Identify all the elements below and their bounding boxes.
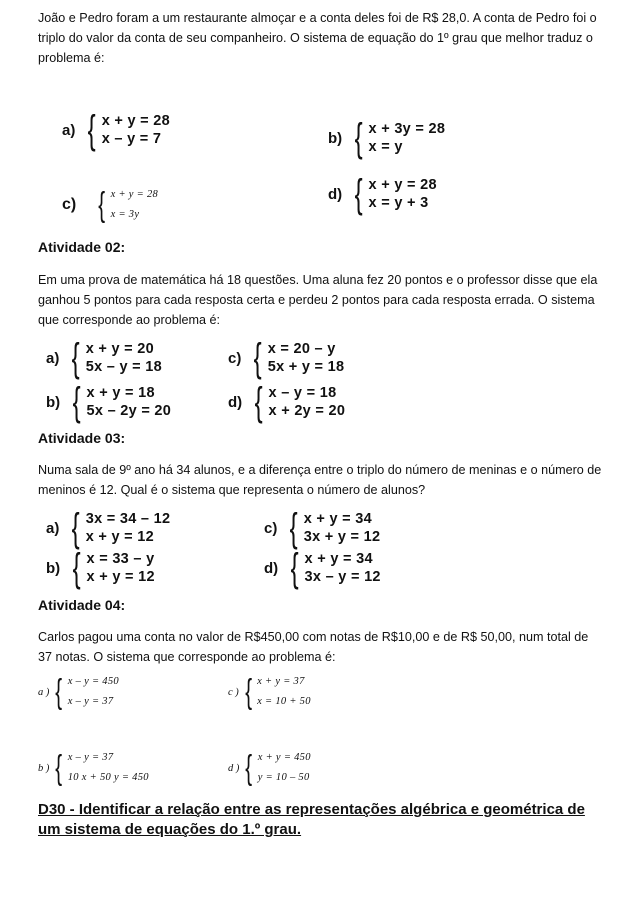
q1-option-c: c) { x + y = 28 x = 3y bbox=[62, 186, 159, 224]
equation: x + y = 18 bbox=[86, 385, 155, 401]
q2-option-d: d) { x – y = 18 x + 2y = 20 bbox=[228, 380, 346, 424]
equation: 5x – 2y = 20 bbox=[86, 403, 172, 419]
option-label: d) bbox=[264, 559, 279, 577]
option-label: c) bbox=[228, 349, 242, 367]
q2-option-c: c) { x = 20 – y 5x + y = 18 bbox=[228, 336, 345, 380]
q1-option-b: b) { x + 3y = 28 x = y bbox=[328, 116, 446, 160]
q3-option-a: a) { 3x = 34 – 12 x + y = 12 bbox=[46, 506, 171, 550]
equation: x = 3y bbox=[110, 209, 140, 220]
option-label: a ) bbox=[38, 686, 50, 698]
q1-option-a: a) { x + y = 28 x – y = 7 bbox=[62, 108, 171, 152]
option-label: b) bbox=[46, 559, 61, 577]
equation: x = y + 3 bbox=[368, 195, 429, 211]
q3-option-b: b) { x = 33 – y x + y = 12 bbox=[46, 546, 155, 590]
equation: x – y = 18 bbox=[268, 385, 337, 401]
q1-option-d: d) { x + y = 28 x = y + 3 bbox=[328, 172, 437, 216]
q2-option-b: b) { x + y = 18 5x – 2y = 20 bbox=[46, 380, 172, 424]
equation: 10 x + 50 y = 450 bbox=[67, 772, 149, 783]
option-label: a) bbox=[62, 121, 76, 139]
equation: x + y = 34 bbox=[304, 551, 373, 567]
q1-text: João e Pedro foram a um restaurante almoçar e a conta deles foi de R$ 28,0. A conta de Pedro foi o triplo do valor da conta de seu companheiro. O sistema de equação do 1º grau que melhor traduz o problema é: bbox=[38, 11, 597, 65]
equation: x – y = 7 bbox=[101, 131, 162, 147]
equation: x + y = 28 bbox=[110, 189, 159, 200]
equation: x + y = 20 bbox=[85, 341, 155, 357]
equation: x – y = 450 bbox=[67, 676, 119, 687]
d30-descriptor-heading: D30 - Identificar a relação entre as representações algébrica e geométrica de um sistema de equações do 1.º grau. bbox=[38, 801, 585, 838]
q3-text: Numa sala de 9º ano há 34 alunos, e a diferença entre o triplo do número de meninas e o número de meninos é 12. Qual é o sistema que representa o número de alunos? bbox=[38, 463, 602, 497]
equation: x + 2y = 20 bbox=[268, 403, 346, 419]
option-label: d ) bbox=[228, 762, 240, 774]
equation: x + y = 12 bbox=[85, 529, 155, 545]
equation: x + y = 450 bbox=[257, 752, 311, 763]
option-label: d) bbox=[228, 393, 243, 411]
q4-option-d: d ) { x + y = 450 y = 10 – 50 bbox=[228, 749, 311, 787]
option-label: c ) bbox=[228, 686, 239, 698]
option-label: a) bbox=[46, 519, 60, 537]
q4-heading: Atividade 04: bbox=[38, 597, 126, 613]
q4-text: Carlos pagou uma conta no valor de R$450,00 com notas de R$10,00 e de R$ 50,00, num total de 37 notas. O sistema que corresponde ao problema é: bbox=[38, 630, 589, 664]
equation: x + 3y = 28 bbox=[368, 121, 446, 137]
equation: x = y bbox=[368, 139, 403, 155]
equation: x + y = 28 bbox=[368, 177, 437, 193]
equation: x + y = 34 bbox=[303, 511, 373, 527]
equation: 5x – y = 18 bbox=[85, 359, 162, 375]
option-label: c) bbox=[264, 519, 278, 537]
q4-option-a: a ) { x – y = 450 x – y = 37 bbox=[38, 673, 119, 711]
option-label: a) bbox=[46, 349, 60, 367]
equation: x + y = 12 bbox=[86, 569, 155, 585]
equation: x + y = 28 bbox=[101, 113, 171, 129]
q2-text: Em uma prova de matemática há 18 questões. Uma aluna fez 20 pontos e o professor disse que ela ganhou 5 pontos para cada resposta certa e perdeu 2 pontos para cada resposta errada. O sistema que corresponde ao problema é: bbox=[38, 273, 598, 327]
equation: 3x = 34 – 12 bbox=[85, 511, 171, 527]
q4-option-b: b ) { x – y = 37 10 x + 50 y = 450 bbox=[38, 749, 149, 787]
q3-option-c: c) { x + y = 34 3x + y = 12 bbox=[264, 506, 381, 550]
option-label: b) bbox=[328, 129, 343, 147]
equation: x + y = 37 bbox=[257, 676, 305, 687]
equation: 5x + y = 18 bbox=[267, 359, 345, 375]
q3-option-d: d) { x + y = 34 3x – y = 12 bbox=[264, 546, 381, 590]
equation: x = 33 – y bbox=[86, 551, 155, 567]
equation: x – y = 37 bbox=[67, 752, 114, 763]
equation: x – y = 37 bbox=[67, 696, 114, 707]
equation: 3x + y = 12 bbox=[303, 529, 381, 545]
equation: x = 20 – y bbox=[267, 341, 336, 357]
equation: y = 10 – 50 bbox=[257, 772, 310, 783]
option-label: b ) bbox=[38, 762, 50, 774]
equation: x = 10 + 50 bbox=[257, 696, 311, 707]
option-label: d) bbox=[328, 185, 343, 203]
q3-heading: Atividade 03: bbox=[38, 430, 126, 446]
option-label: b) bbox=[46, 393, 61, 411]
q2-heading: Atividade 02: bbox=[38, 239, 126, 255]
q4-option-c: c ) { x + y = 37 x = 10 + 50 bbox=[228, 673, 311, 711]
option-label: c) bbox=[62, 196, 77, 213]
equation: 3x – y = 12 bbox=[304, 569, 381, 585]
q2-option-a: a) { x + y = 20 5x – y = 18 bbox=[46, 336, 162, 380]
